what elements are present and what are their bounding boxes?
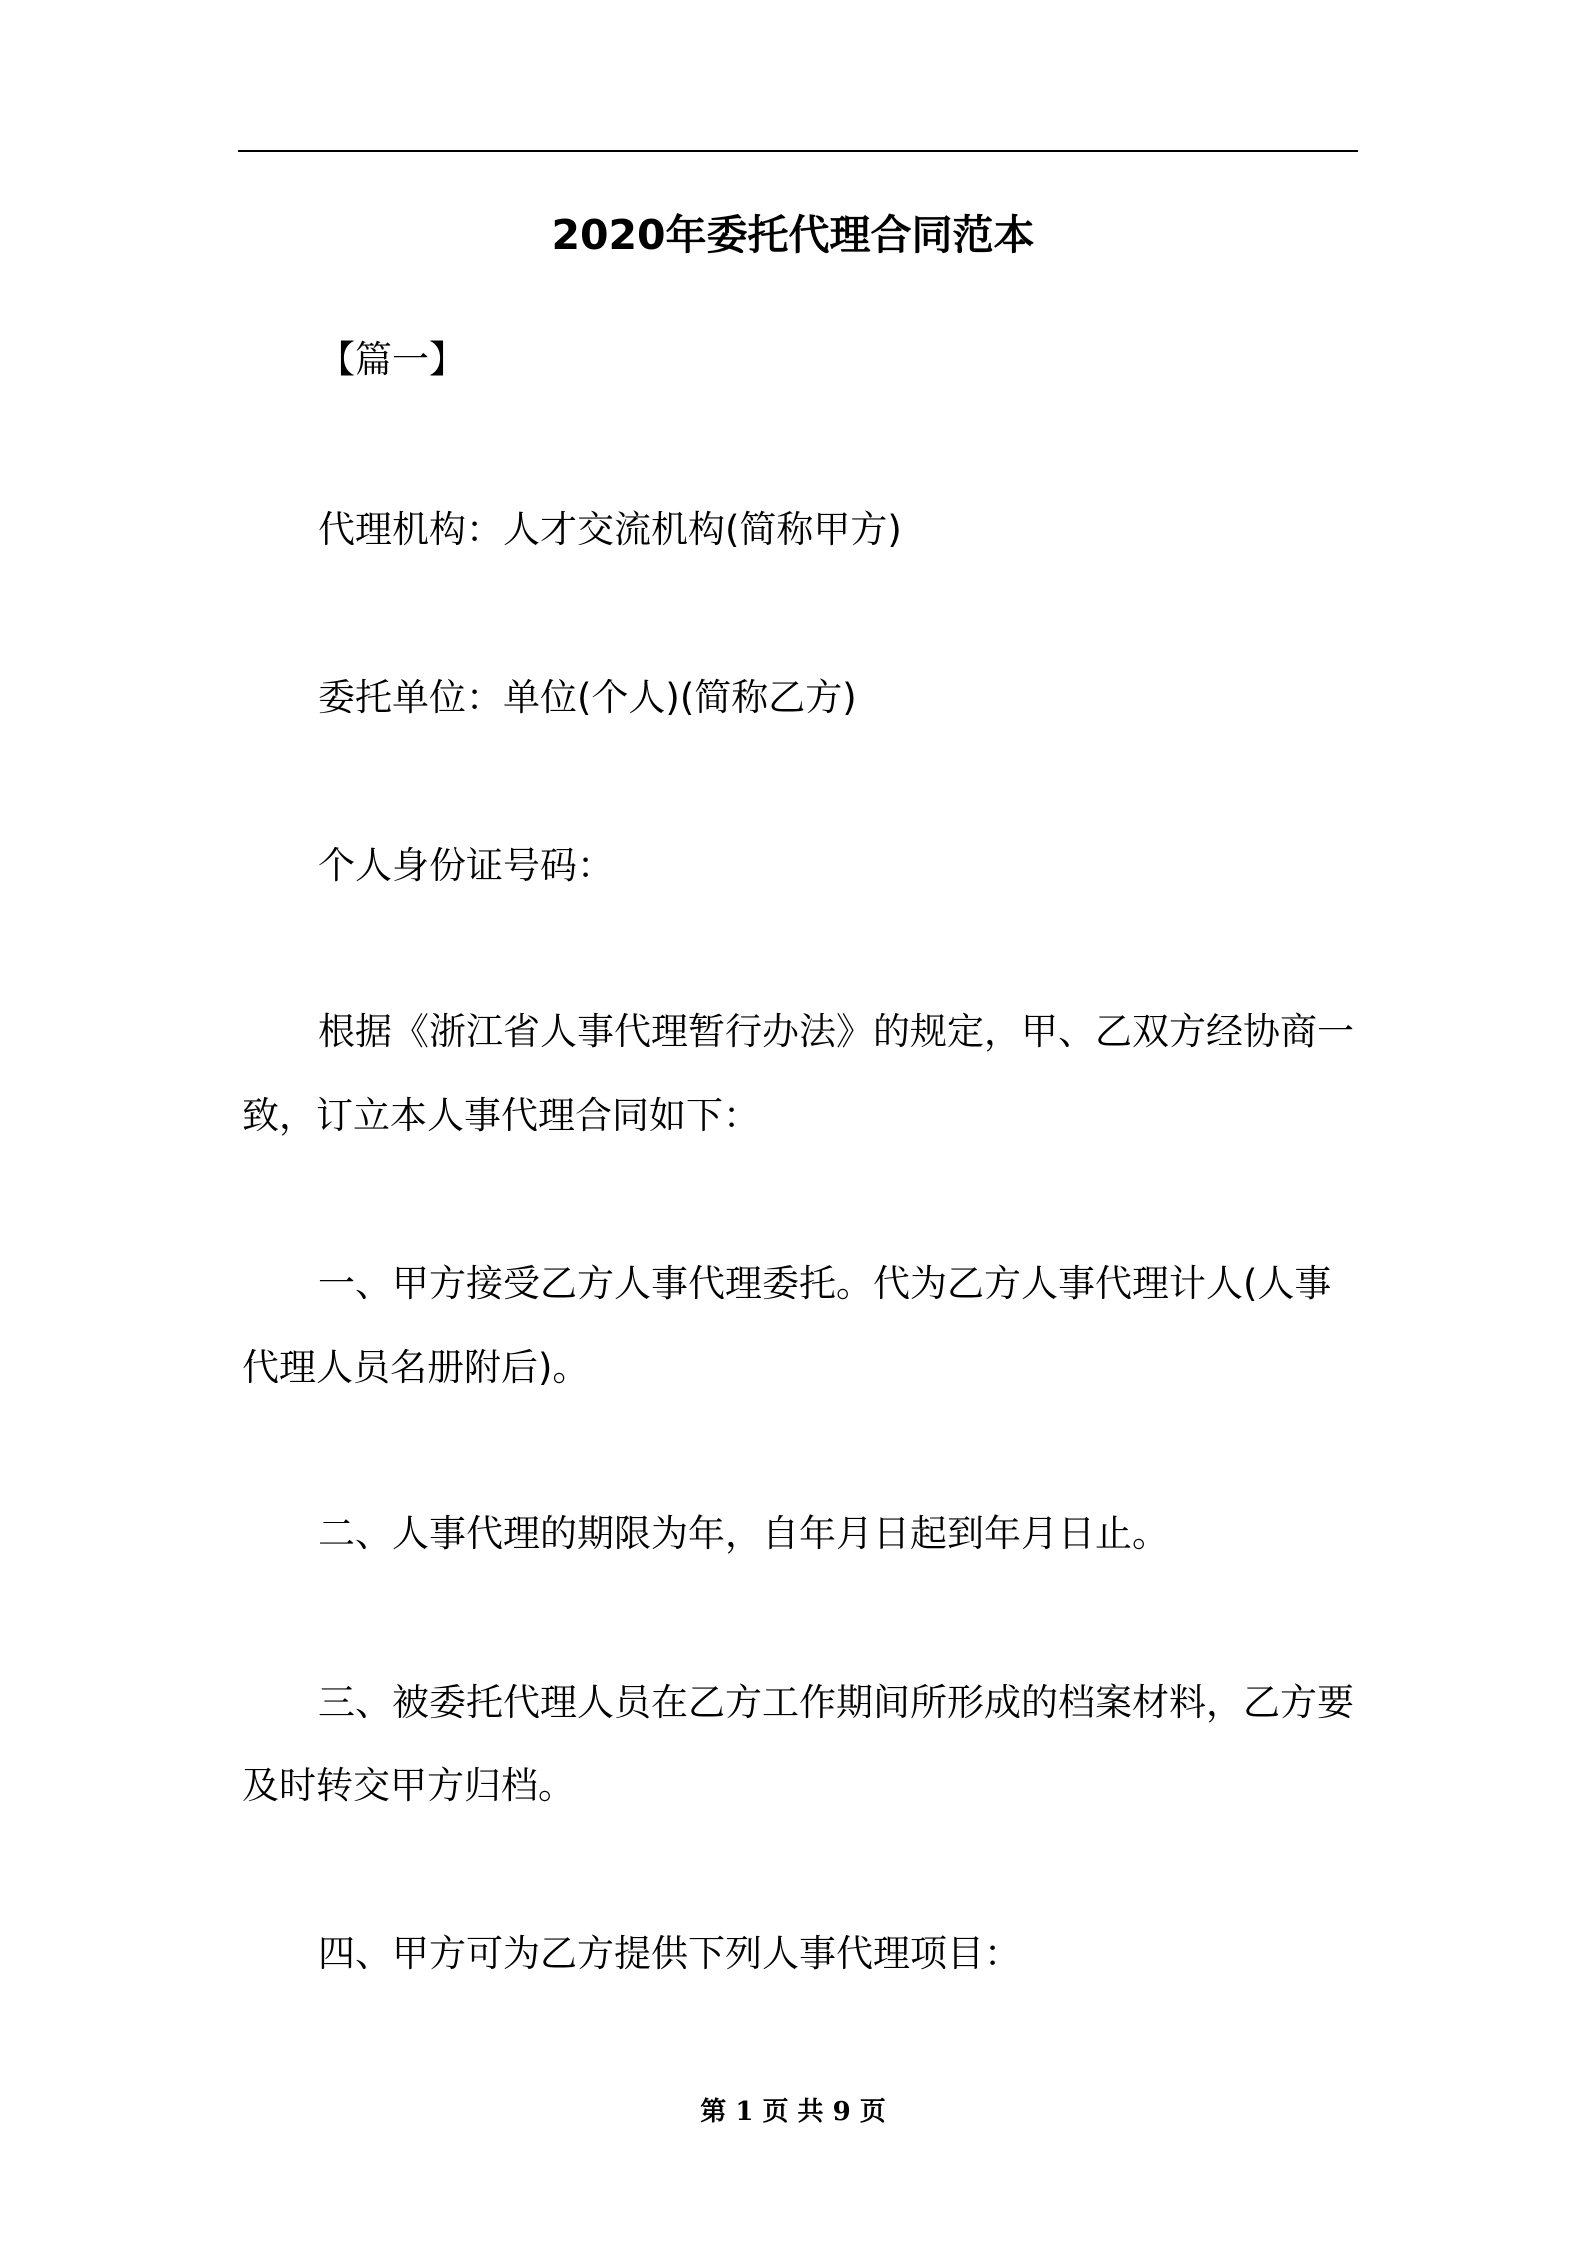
clause-4: 四、甲方可为乙方提供下列人事代理项目： xyxy=(318,1932,1021,1975)
page-footer: 第 1 页 共 9 页 xyxy=(700,2097,886,2127)
section-marker: 【篇一】 xyxy=(318,338,466,381)
clause-3-line-1: 三、被委托代理人员在乙方工作期间所形成的档案材料，乙方要 xyxy=(318,1681,1354,1724)
paragraph-client: 委托单位：单位(个人)(简称乙方) xyxy=(318,676,857,719)
paragraph-id-number: 个人身份证号码： xyxy=(318,844,614,887)
clause-2: 二、人事代理的期限为年，自年月日起到年月日止。 xyxy=(318,1512,1169,1555)
clause-3-line-2: 及时转交甲方归档。 xyxy=(242,1764,575,1807)
paragraph-agency: 代理机构：人才交流机构(简称甲方) xyxy=(318,508,902,551)
clause-1-line-1: 一、甲方接受乙方人事代理委托。代为乙方人事代理计人(人事 xyxy=(318,1262,1332,1305)
paragraph-basis-line-1: 根据《浙江省人事代理暂行办法》的规定，甲、乙双方经协商一 xyxy=(318,1010,1354,1053)
paragraph-basis-line-2: 致，订立本人事代理合同如下： xyxy=(242,1094,760,1137)
header-rule xyxy=(238,150,1358,152)
clause-1-line-2: 代理人员名册附后)。 xyxy=(242,1346,590,1389)
document-title: 2020年委托代理合同范本 xyxy=(551,211,1035,259)
